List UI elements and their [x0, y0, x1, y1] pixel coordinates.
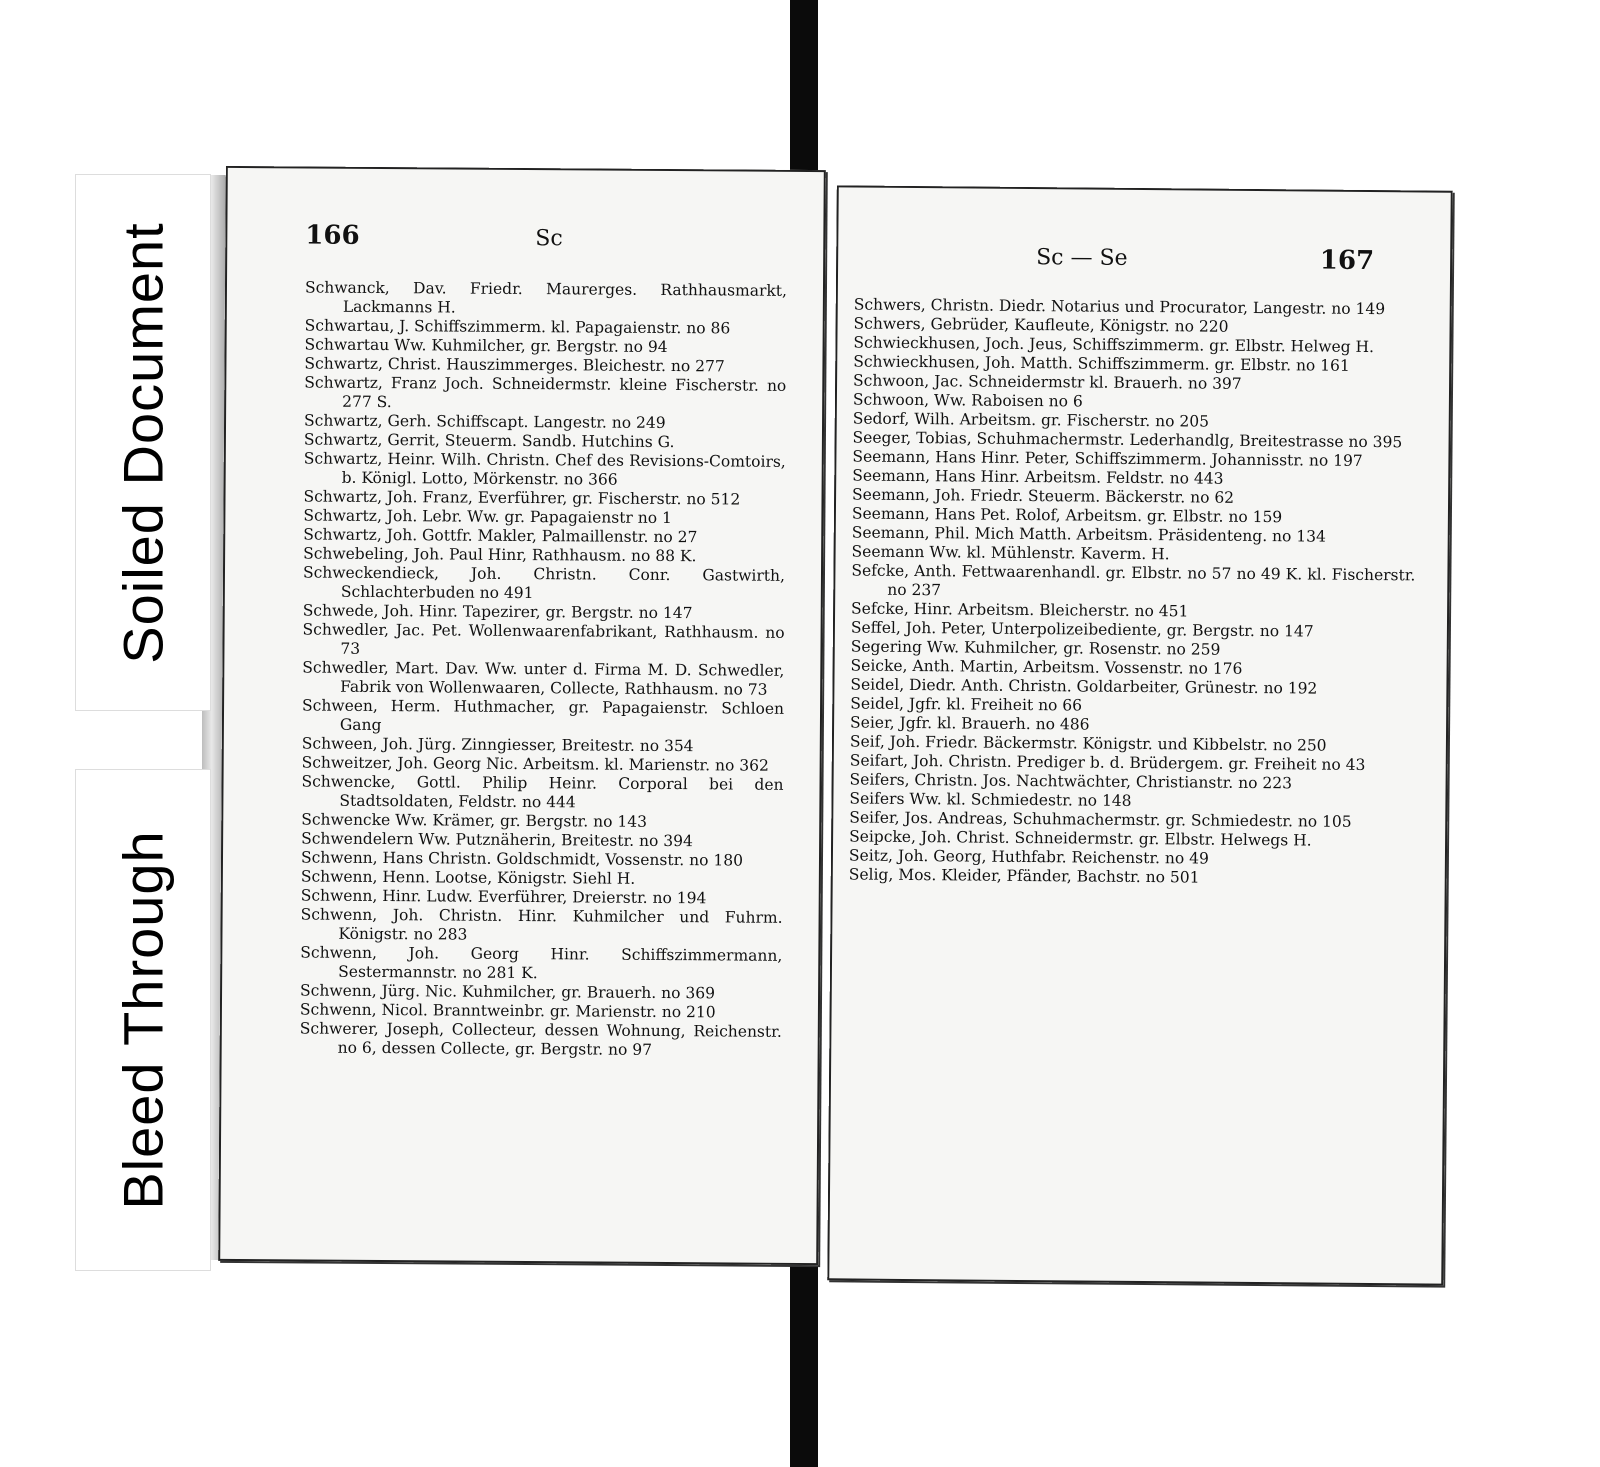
directory-entry: Schwartz, Joh. Lebr. Ww. gr. Papagaienstr no 1 [303, 506, 672, 528]
directory-entry: Schwartz, Joh. Franz, Everführer, gr. Fischerstr. no 512 [303, 487, 741, 509]
directory-entry: Schwenn, Hinr. Ludw. Everführer, Dreierstr. no 194 [300, 886, 707, 908]
page-number: 167 [1319, 245, 1375, 277]
directory-entry: Seidel, Jgfr. kl. Freiheit no 66 [850, 694, 1083, 715]
bleed-through-tab [76, 770, 210, 1270]
directory-entry: Seemann, Phil. Mich Matth. Arbeitsm. Präsidenteng. no 134 [851, 523, 1327, 546]
directory-entry: Seifers Ww. kl. Schmiedestr. no 148 [849, 789, 1132, 810]
directory-entry: Schwenn, Joh. Georg Hinr. Schiffszimmermann, Sestermannstr. no 281 K. [300, 943, 783, 983]
bleed-through-label: Bleed Through [111, 830, 175, 1210]
directory-entry: Selig, Mos. Kleider, Pfänder, Bachstr. no 501 [848, 865, 1200, 887]
directory-entry: Schwenn, Hans Christn. Goldschmidt, Vossenstr. no 180 [300, 848, 744, 870]
right-page-header [836, 243, 1452, 277]
directory-entry: Schwartau Ww. Kuhmilcher, gr. Bergstr. no 94 [304, 335, 668, 357]
directory-entry: Seif, Joh. Friedr. Bäckermstr. Königstr. und Kibbelstr. no 250 [849, 732, 1327, 755]
left-page [218, 166, 826, 1265]
directory-entry: Seemann, Hans Pet. Rolof, Arbeitsm. gr. Elbstr. no 159 [851, 504, 1283, 527]
directory-entry: Seemann, Hans Hinr. Arbeitsm. Feldstr. no 443 [852, 466, 1224, 488]
directory-entry: Sedorf, Wilh. Arbeitsm. gr. Fischerstr. no 205 [852, 409, 1210, 431]
directory-entry: Schweitzer, Joh. Georg Nic. Arbeitsm. kl. Marienstr. no 362 [301, 753, 769, 775]
directory-entry: Schwieckhusen, Joh. Matth. Schiffszimmerm. gr. Elbstr. no 161 [853, 352, 1350, 375]
directory-entry: Schwendelern Ww. Putznäherin, Breitestr. no 394 [301, 829, 693, 851]
directory-entry: Schwartz, Gerrit, Steuerm. Sandb. Hutchins G. [303, 430, 675, 452]
directory-entry: Seitz, Joh. Georg, Huthfabr. Reichenstr. no 49 [848, 846, 1209, 868]
directory-entry: Schwieckhusen, Joch. Jeus, Schiffszimmerm. gr. Elbstr. Helweg H. [853, 333, 1375, 357]
directory-entry: Seifers, Christn. Jos. Nachtwächter, Christianstr. no 223 [849, 770, 1293, 793]
directory-entry: Sefcke, Anth. Fettwaarenhandl. gr. Elbstr. no 57 no 49 K. kl. Fischerstr. no 237 [851, 561, 1416, 600]
directory-entry: Seemann, Joh. Friedr. Steuerm. Bäckerstr. no 62 [852, 485, 1235, 507]
directory-entry: Schwers, Gebrüder, Kaufleute, Königstr. no 220 [853, 314, 1229, 336]
directory-entry: Schwartz, Heinr. Wilh. Christn. Chef des Revisions-Comtoirs, b. Königl. Lotto, Mörkenstr. no 366 [303, 449, 786, 489]
directory-entry: Schweckendieck, Joh. Christn. Conr. Gastwirth, Schlachterbuden no 491 [302, 563, 786, 603]
page-number: 166 [305, 220, 360, 251]
directory-entry: Seeger, Tobias, Schuhmachermstr. Lederhandlg, Breitestrasse no 395 [852, 428, 1403, 452]
directory-entry: Schwartz, Gerh. Schiffscapt. Langestr. no 249 [303, 411, 666, 432]
directory-entry: Segering Ww. Kuhmilcher, gr. Rosenstr. no 259 [850, 637, 1221, 659]
directory-entry: Schwenn, Jürg. Nic. Kuhmilcher, gr. Brauerh. no 369 [300, 981, 716, 1003]
left-page-header [225, 220, 825, 252]
directory-entry: Schwede, Joh. Hinr. Tapezirer, gr. Bergstr. no 147 [302, 601, 693, 623]
directory-entry: Seifer, Jos. Andreas, Schuhmachermstr. gr. Schmiedestr. no 105 [849, 808, 1352, 831]
directory-entry: Seemann Ww. kl. Mühlenstr. Kaverm. H. [851, 542, 1170, 564]
soiled-document-tab [76, 175, 210, 710]
directory-entry: Seemann, Hans Hinr. Peter, Schiffszimmerm. Johannisstr. no 197 [852, 447, 1363, 470]
directory-entry: Schween, Joh. Jürg. Zinngiesser, Breitestr. no 354 [301, 734, 694, 756]
directory-entries [849, 295, 1418, 889]
directory-entries [300, 278, 787, 1060]
directory-entry: Schwanck, Dav. Friedr. Maurerges. Rathhausmarkt, Lackmanns H. [304, 278, 788, 317]
directory-entry: Schwenn, Nicol. Branntweinbr. gr. Marienstr. no 210 [299, 1000, 716, 1022]
directory-entry: Schwartz, Christ. Hauszimmerges. Bleichestr. no 277 [304, 354, 725, 376]
section-heading: Sc — Se [1036, 245, 1128, 271]
directory-entry: Schwedler, Mart. Dav. Ww. unter d. Firma M. D. Schwedler, Fabrik von Wollenwaaren, Collecte, Rathhausm. no 73 [302, 658, 785, 699]
directory-entry: Seidel, Diedr. Anth. Christn. Goldarbeiter, Grünestr. no 192 [850, 675, 1318, 698]
directory-entry: Schwers, Christn. Diedr. Notarius und Procurator, Langestr. no 149 [853, 295, 1386, 319]
directory-entry: Seicke, Anth. Martin, Arbeitsm. Vossenstr. no 176 [850, 656, 1243, 678]
directory-entry: Schwedler, Jac. Pet. Wollenwaarenfabrikant, Rathhausm. no 73 [302, 620, 785, 658]
directory-entry: Schwartz, Franz Joch. Schneidermstr. kleine Fischerstr. no 277 S. [304, 373, 787, 412]
directory-entry: Seifart, Joh. Christn. Prediger b. d. Brüdergem. gr. Freiheit no 43 [849, 751, 1366, 774]
directory-entry: Schwencke, Gottl. Philip Heinr. Corporal bei den Stadtsoldaten, Feldstr. no 444 [301, 772, 784, 812]
directory-entry: Seipcke, Joh. Christ. Schneidermstr. gr. Elbstr. Helwegs H. [849, 827, 1312, 850]
directory-entry: Schwoon, Ww. Raboisen no 6 [852, 390, 1083, 411]
directory-entry: Schwerer, Joseph, Collecteur, dessen Wohnung, Reichenstr. no 6, dessen Collecte, gr. Bergstr. no 97 [299, 1019, 782, 1059]
directory-entry: Schwencke Ww. Krämer, gr. Bergstr. no 143 [301, 810, 648, 831]
directory-entry: Schwartau, J. Schiffszimmerm. kl. Papagaienstr. no 86 [304, 316, 731, 338]
binding-strip-bottom [790, 1262, 818, 1467]
directory-entry: Schwoon, Jac. Schneidermstr kl. Brauerh. no 397 [853, 371, 1242, 393]
binding-strip-top [790, 0, 818, 190]
directory-entry: Schwenn, Joh. Christn. Hinr. Kuhmilcher und Fuhrm. Königstr. no 283 [300, 905, 783, 944]
directory-entry: Sefcke, Hinr. Arbeitsm. Bleicherstr. no 451 [851, 599, 1189, 621]
soiled-document-label: Soiled Document [111, 221, 175, 664]
section-heading: Sc [535, 226, 563, 252]
directory-entry: Schween, Herm. Huthmacher, gr. Papagaienstr. Schloen Gang [302, 696, 785, 735]
directory-entry: Schwenn, Henn. Lootse, Königstr. Siehl H. [300, 867, 636, 888]
directory-entry: Schwebeling, Joh. Paul Hinr, Rathhausm. no 88 K. [303, 544, 697, 566]
directory-entry: Seffel, Joh. Peter, Unterpolizeibediente, gr. Bergstr. no 147 [850, 618, 1314, 641]
directory-entry: Seier, Jgfr. kl. Brauerh. no 486 [850, 713, 1090, 734]
right-page [827, 185, 1453, 1285]
directory-entry: Schwartz, Joh. Gottfr. Makler, Palmaillenstr. no 27 [303, 525, 698, 547]
